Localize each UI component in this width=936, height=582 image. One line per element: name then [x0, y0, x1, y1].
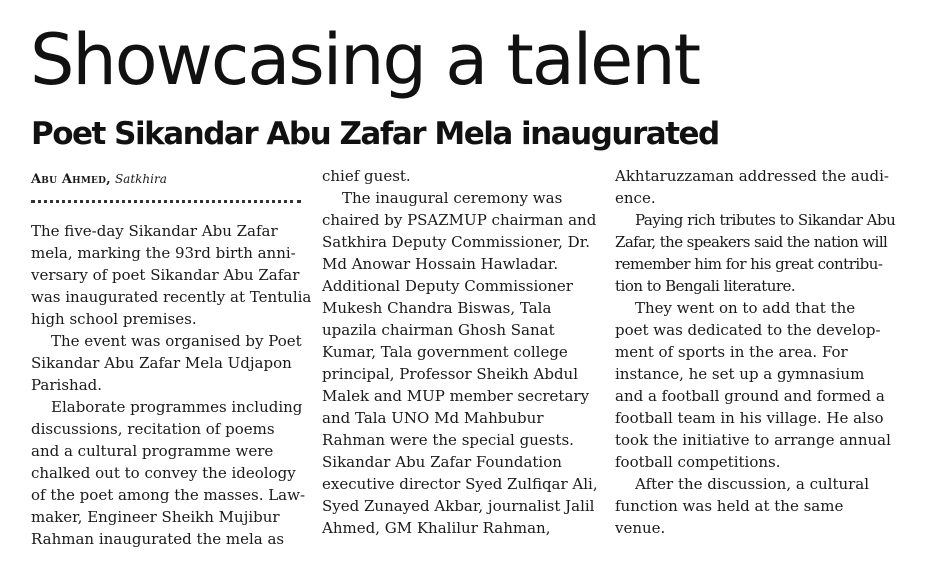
text-line: function was held at the same — [615, 497, 844, 515]
text-line: took the initiative to arrange annual — [615, 431, 891, 449]
text-line: upazila chairman Ghosh Sanat — [322, 321, 555, 339]
text-line: and a cultural programme were — [31, 442, 274, 460]
article-column-1 — [31, 220, 312, 550]
subhead-suffix: Mela inaugurated — [425, 116, 719, 152]
text-line: Sikandar Abu Zafar Mela Udjapon — [31, 354, 292, 372]
text-line: poet was dedicated to the develop- — [615, 321, 881, 339]
text-line: and a football ground and formed a — [615, 387, 885, 405]
subhead-poet-name: Sikandar Abu Zafar — [114, 116, 426, 152]
text-line: Mukesh Chandra Biswas, Tala — [322, 299, 552, 317]
text-line: and Tala UNO Md Mahbubur — [322, 409, 544, 427]
text-line: chief guest. — [322, 167, 411, 185]
text-line: principal, Professor Sheikh Abdul — [322, 365, 579, 383]
text-line: The five-day Sikandar Abu Zafar — [31, 222, 278, 240]
text-line: Rahman inaugurated the mela as — [31, 530, 285, 548]
text-line: football team in his village. He also — [615, 409, 884, 427]
byline-place: Satkhira — [114, 172, 167, 186]
subheadline — [31, 114, 719, 154]
text-line: Ahmed, GM Khalilur Rahman, — [322, 519, 551, 537]
text-line: Sikandar Abu Zafar Foundation — [322, 453, 562, 471]
text-line: remember him for his great contribu- — [615, 255, 883, 273]
text-line: ment of sports in the area. For — [615, 343, 848, 361]
text-line: Kumar, Tala government college — [322, 343, 568, 361]
text-line: instance, he set up a gymnasium — [615, 365, 865, 383]
text-line: mela, marking the 93rd birth anni- — [31, 244, 296, 262]
text-line: Akhtaruzzaman addressed the audi- — [615, 167, 889, 185]
text-line: Zafar, the speakers said the nation will — [615, 233, 888, 251]
article-column-3 — [615, 165, 905, 539]
text-line: Parishad. — [31, 376, 103, 394]
text-line: tion to Bengali literature. — [615, 277, 796, 295]
byline — [31, 169, 167, 190]
text-line: Rahman were the special guests. — [322, 431, 574, 449]
article-column-2 — [322, 165, 607, 539]
subhead-prefix: Poet — [31, 116, 115, 152]
text-line: ence. — [615, 189, 656, 207]
text-line: maker, Engineer Sheikh Mujibur — [31, 508, 280, 526]
text-line: Additional Deputy Commissioner — [322, 277, 573, 295]
text-line: After the discussion, a cultural — [635, 475, 870, 493]
headline: Showcasing a talent — [30, 19, 700, 101]
text-line: chaired by PSAZMUP chairman and — [322, 211, 597, 229]
text-line: The inaugural ceremony was — [342, 189, 563, 207]
text-line: versary of poet Sikandar Abu Zafar — [31, 266, 300, 284]
text-line: They went on to add that the — [635, 299, 856, 317]
text-line: of the poet among the masses. Law- — [31, 486, 306, 504]
byline-author: Abu Ahmed, — [31, 172, 111, 187]
text-line: executive director Syed Zulfiqar Ali, — [322, 475, 598, 493]
text-line: venue. — [615, 519, 666, 537]
text-line: chalked out to convey the ideology — [31, 464, 296, 482]
text-line: football competitions. — [615, 453, 781, 471]
text-line: Md Anowar Hossain Hawladar. — [322, 255, 559, 273]
text-line: Satkhira Deputy Commissioner, Dr. — [322, 233, 591, 251]
text-line: high school premises. — [31, 310, 197, 328]
text-line: was inaugurated recently at Tentulia — [31, 288, 312, 306]
text-line: Elaborate programmes including — [51, 398, 303, 416]
text-line: The event was organised by Poet — [51, 332, 302, 350]
text-line: Paying rich tributes to Sikandar Abu — [635, 211, 896, 229]
text-line: Syed Zunayed Akbar, journalist Jalil — [322, 497, 595, 515]
text-line: discussions, recitation of poems — [31, 420, 275, 438]
byline-divider — [31, 200, 301, 203]
text-line: Malek and MUP member secretary — [322, 387, 590, 405]
